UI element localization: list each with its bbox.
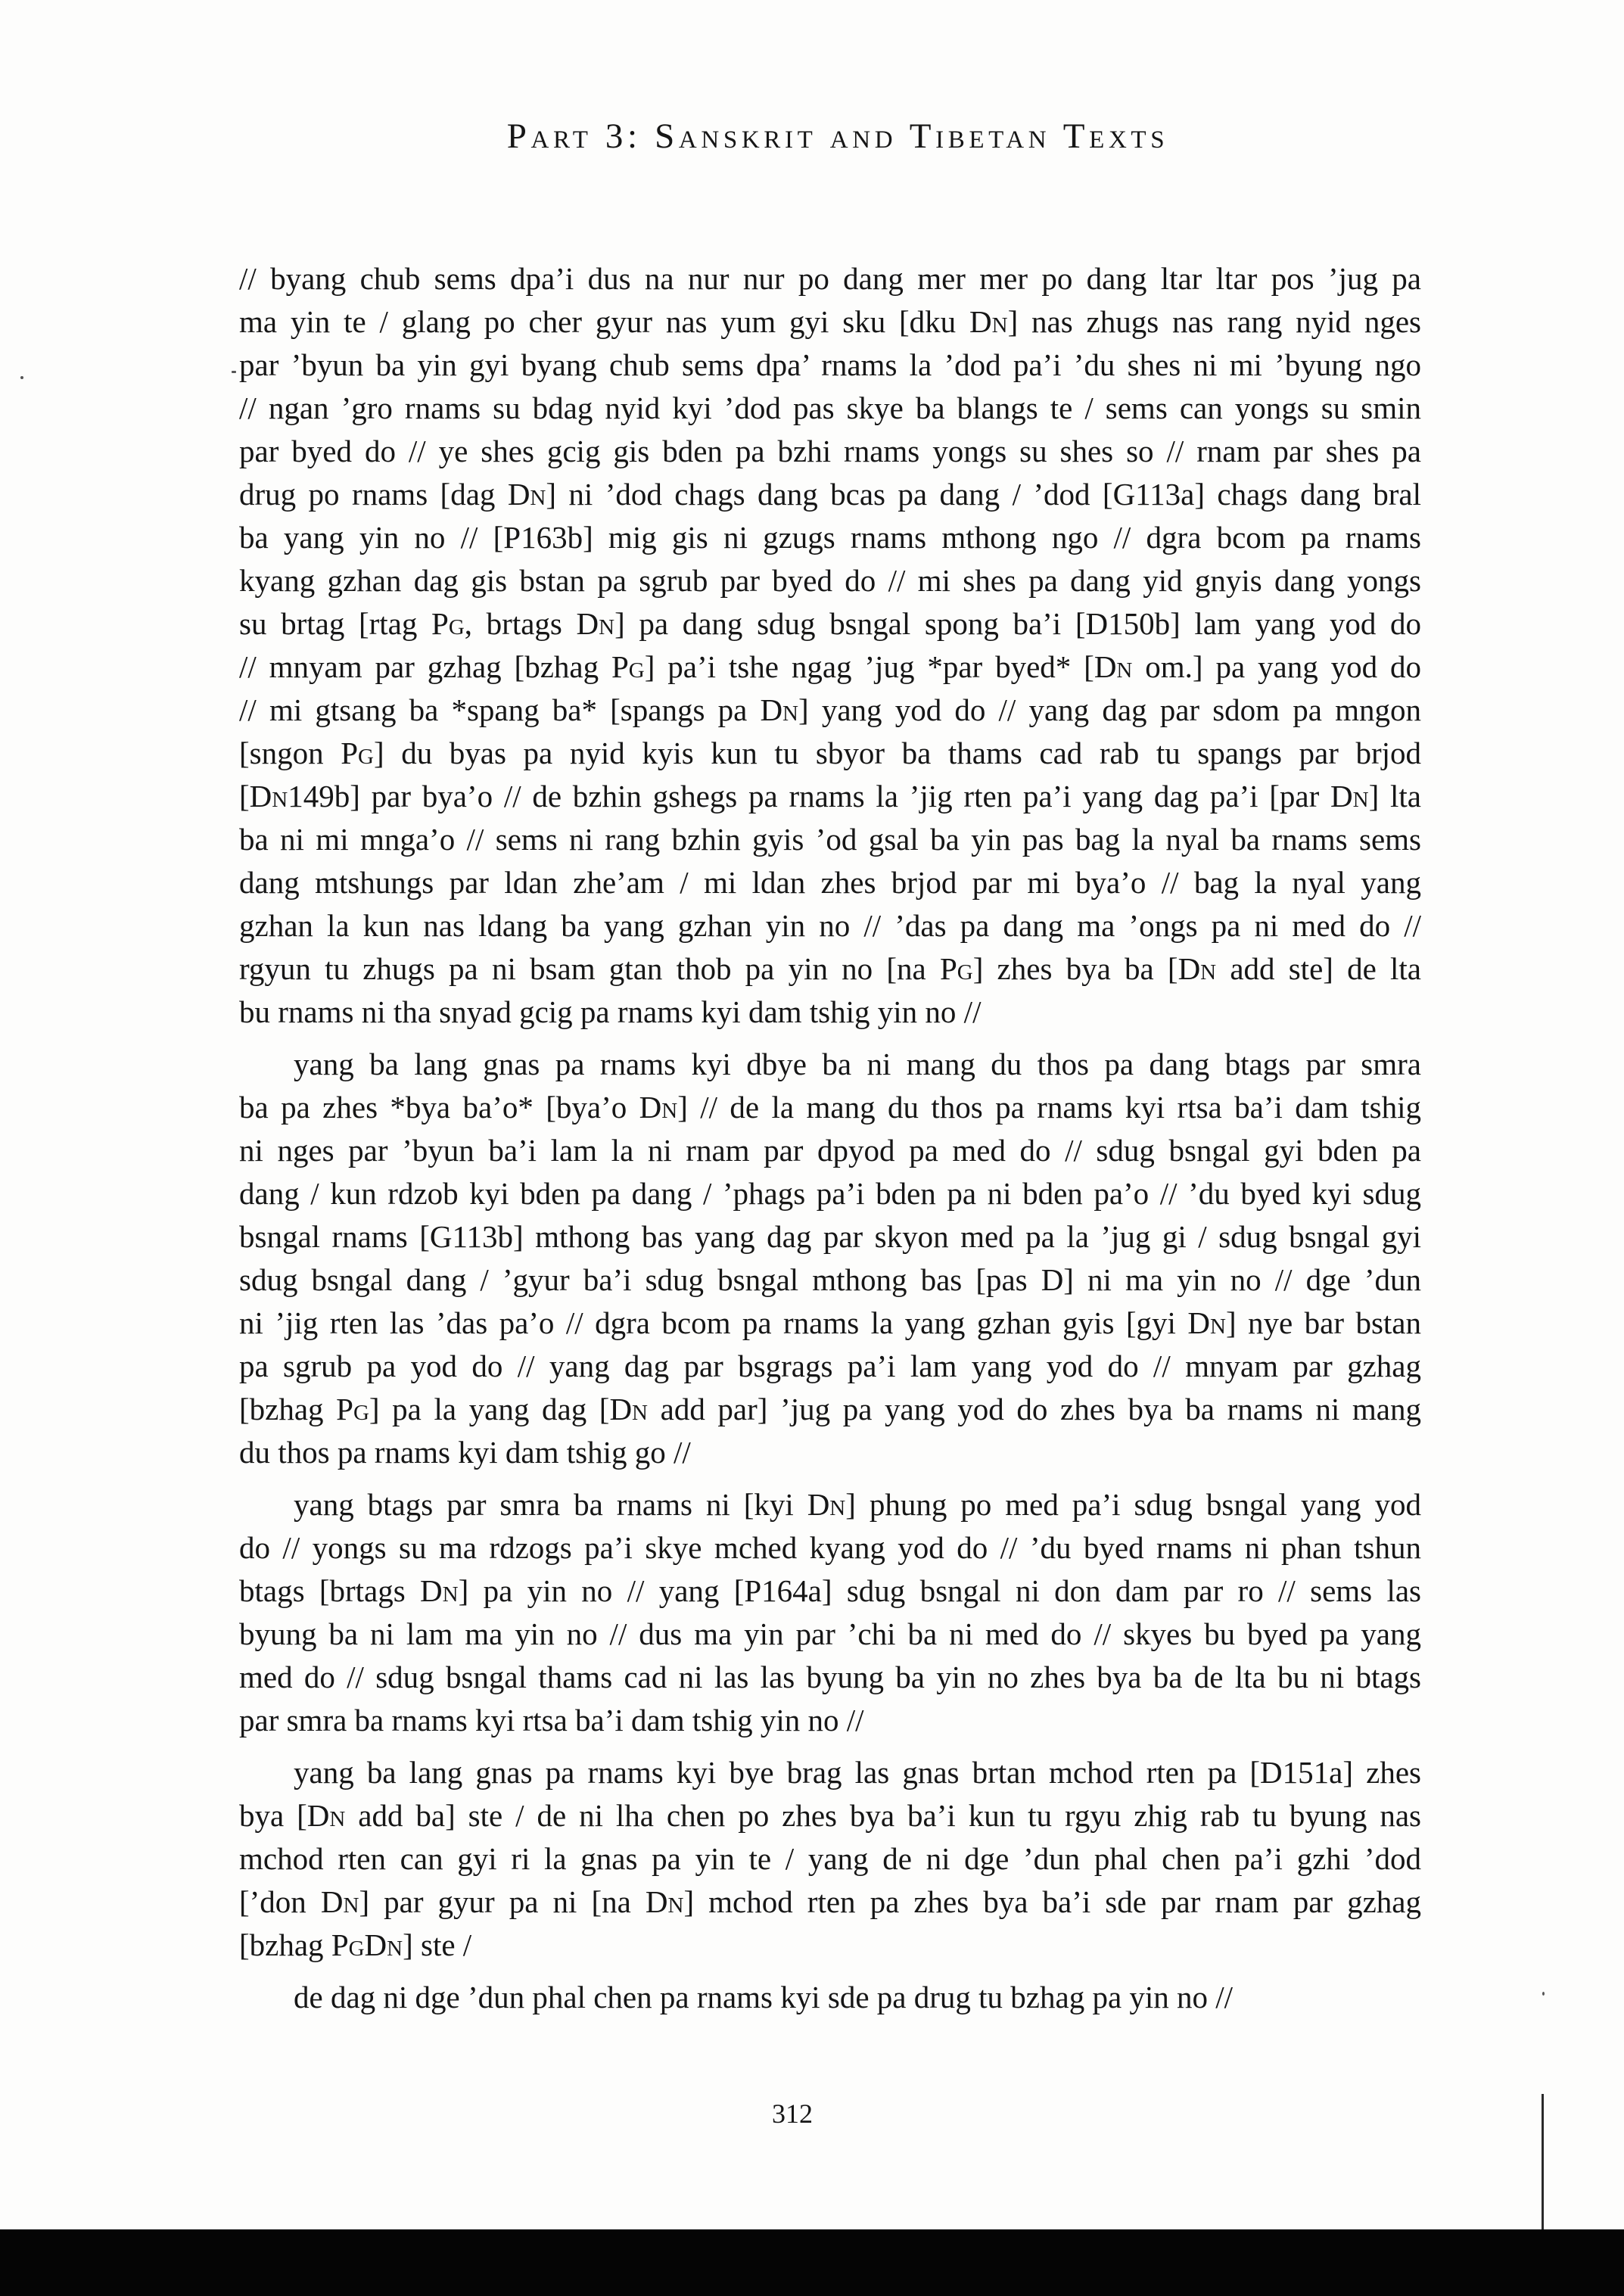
text-line: // mi gtsang ba *spang ba* [spangs pa Dn] yang yod do // yang dag par sdom pa mngon [239, 692, 1421, 727]
text-line: pa sgrub pa yod do // yang dag par bsgrags pa’i lam yang yod do // mnyam par gzhag [239, 1349, 1421, 1383]
paragraph [239, 1751, 1421, 1967]
scan-mark [20, 376, 23, 379]
page-edge-line [1542, 2094, 1544, 2230]
paragraph [239, 1043, 1421, 1474]
text-line: du thos pa rnams kyi dam tshig go // [239, 1435, 691, 1470]
text-line: su brtag [rtag Pg, brtags Dn] pa dang sdug bsngal spong ba’i [D150b] lam yang yod do [239, 606, 1421, 641]
siglum: Dn [507, 477, 546, 512]
siglum: PgDn [331, 1927, 403, 1962]
text-line: drug po rnams [dag Dn] ni ’dod chags dang bcas pa dang / ’dod [G113a] chags dang bral [239, 477, 1421, 512]
paragraph [239, 1483, 1421, 1742]
text-line: ba ni mi mnga’o // sems ni rang bzhin gyis ’od gsal ba yin pas bag la nyal ba rnams sems [239, 822, 1421, 857]
scan-border [0, 2229, 1624, 2296]
siglum: Pg [431, 606, 465, 641]
text-line: yang btags par smra ba rnams ni [kyi Dn] phung po med pa’i sdug bsngal yang yod [294, 1487, 1421, 1522]
siglum: Dn [420, 1573, 459, 1608]
siglum: Dn [1187, 1305, 1226, 1340]
siglum: Dn [1178, 951, 1217, 986]
siglum: Dn [807, 1487, 846, 1522]
siglum: Pg [336, 1392, 369, 1426]
text-line: yang ba lang gnas pa rnams kyi dbye ba ni mang du thos pa dang btags par smra [294, 1047, 1421, 1081]
text-line: [bzhag PgDn] ste / [239, 1927, 472, 1962]
text-line: sdug bsngal dang / ’gyur ba’i sdug bsngal mthong bas [pas D] ni ma yin no // dge ’dun [239, 1262, 1421, 1297]
text-line: par smra ba rnams kyi rtsa ba’i dam tshig yin no // [239, 1703, 864, 1738]
siglum: Dn [969, 304, 1008, 339]
text-line: [’don Dn] par gyur pa ni [na Dn] mchod rten pa zhes bya ba’i sde par rnam par gzhag [239, 1884, 1421, 1919]
text-line: kyang gzhan dag gis bstan pa sgrub par byed do // mi shes pa dang yid gnyis dang yongs [239, 563, 1421, 598]
siglum: Dn [760, 692, 799, 727]
text-line: ma yin te / glang po cher gyur nas yum gyi sku [dku Dn] nas zhugs nas rang nyid nges [239, 304, 1421, 339]
text-line: yang ba lang gnas pa rnams kyi bye brag las gnas brtan mchod rten pa [D151a] zhes [294, 1755, 1421, 1790]
text-line: bsngal rnams [G113b] mthong bas yang dag par skyon med pa la ’jug gi / sdug bsngal gyi [239, 1219, 1421, 1254]
text-line: dang mtshungs par ldan zhe’am / mi ldan zhes brjod par mi bya’o // bag la nyal yang [239, 865, 1421, 900]
text-line: dang / kun rdzob kyi bden pa dang / ’phags pa’i bden pa ni bden pa’o // ’du byed kyi sdug [239, 1176, 1421, 1211]
paragraph [239, 257, 1421, 1034]
text-line: [sngon Pg] du byas pa nyid kyis kun tu sbyor ba thams cad rab tu spangs par brjod [239, 736, 1421, 770]
siglum: Dn [639, 1090, 678, 1125]
siglum: Dn [1094, 649, 1133, 684]
siglum: Dn [609, 1392, 649, 1426]
text-line: byung ba ni lam ma yin no // dus ma yin par ’chi ba ni med do // skyes bu byed pa yang [239, 1616, 1421, 1651]
text-line: gzhan la kun nas ldang ba yang gzhan yin no // ’das pa dang ma ’ongs pa ni med do // [239, 908, 1421, 943]
text-line: // mnyam par gzhag [bzhag Pg] pa’i tshe ngag ’jug *par byed* [Dn om.] pa yang yod do [239, 649, 1421, 684]
text-line: med do // sdug bsngal thams cad ni las las byung ba yin no zhes bya ba de lta bu ni btags [239, 1660, 1421, 1694]
text-line: ba yang yin no // [P163b] mig gis ni gzugs rnams mthong ngo // dgra bcom pa rnams [239, 520, 1421, 555]
siglum: Dn [1330, 779, 1369, 814]
siglum: Pg [611, 649, 645, 684]
siglum: Dn [306, 1798, 346, 1833]
text-line: [Dn149b] par bya’o // de bzhin gshegs pa rnams la ’jig rten pa’i yang dag pa’i [par Dn] lta [239, 779, 1421, 814]
siglum: Dn [249, 779, 288, 814]
text-line: ni ’jig rten las ’das pa’o // dgra bcom pa rnams la yang gzhan gyis [gyi Dn] nye bar bstan [239, 1305, 1421, 1340]
running-head: Part 3: Sanskrit and Tibetan Texts [506, 117, 1169, 156]
text-line: bya [Dn add ba] ste / de ni lha chen po zhes bya ba’i kun tu rgyu zhig rab tu byung nas [239, 1798, 1421, 1833]
text-line: [bzhag Pg] pa la yang dag [Dn add par] ’jug pa yang yod do zhes bya ba rnams ni mang [239, 1392, 1421, 1426]
text-line: rgyun tu zhugs pa ni bsam gtan thob pa yin no [na Pg] zhes bya ba [Dn add ste] de lta [239, 951, 1421, 986]
siglum: Dn [320, 1884, 359, 1919]
paragraph [239, 1976, 1421, 2019]
siglum: Dn [576, 606, 615, 641]
siglum: Pg [939, 951, 973, 986]
text-line: btags [brtags Dn] pa yin no // yang [P164a] sdug bsngal ni don dam par ro // sems las [239, 1573, 1421, 1608]
text-line: ba pa zhes *bya ba’o* [bya’o Dn] // de la mang du thos pa rnams kyi rtsa ba’i dam tshig [239, 1090, 1421, 1125]
text-line: ni nges par ’byun ba’i lam la ni rnam par dpyod pa med do // sdug bsngal gyi bden pa [239, 1133, 1421, 1168]
scan-mark [1542, 1992, 1545, 1996]
text-line: mchod rten can gyi ri la gnas pa yin te / yang de ni dge ’dun phal chen pa’i gzhi ’dod [239, 1841, 1421, 1876]
text-line: // byang chub sems dpa’i dus na nur nur po dang mer mer po dang ltar ltar pos ’jug pa [239, 261, 1421, 296]
text-line: par ’byun ba yin gyi byang chub sems dpa’ rnams la ’dod pa’i ’du shes ni mi ’byung ngo [239, 347, 1421, 382]
body-text [239, 257, 1421, 2019]
text-line: do // yongs su ma rdzogs pa’i skye mched kyang yod do // ’du byed rnams ni phan tshun [239, 1530, 1421, 1565]
text-line: par byed do // ye shes gcig gis bden pa bzhi rnams yongs su shes so // rnam par shes pa [239, 434, 1421, 468]
text-line: // ngan ’gro rnams su bdag nyid kyi ’dod pas skye ba blangs te / sems can yongs su smin [239, 390, 1421, 425]
siglum: Pg [341, 736, 374, 770]
text-line: de dag ni dge ’dun phal chen pa rnams kyi sde pa drug tu bzhag pa yin no // [294, 1980, 1234, 2014]
siglum: Dn [645, 1884, 684, 1919]
page-number: 312 [772, 2098, 813, 2129]
scan-mark [232, 371, 236, 373]
text-line: bu rnams ni tha snyad gcig pa rnams kyi dam tshig yin no // [239, 994, 982, 1029]
